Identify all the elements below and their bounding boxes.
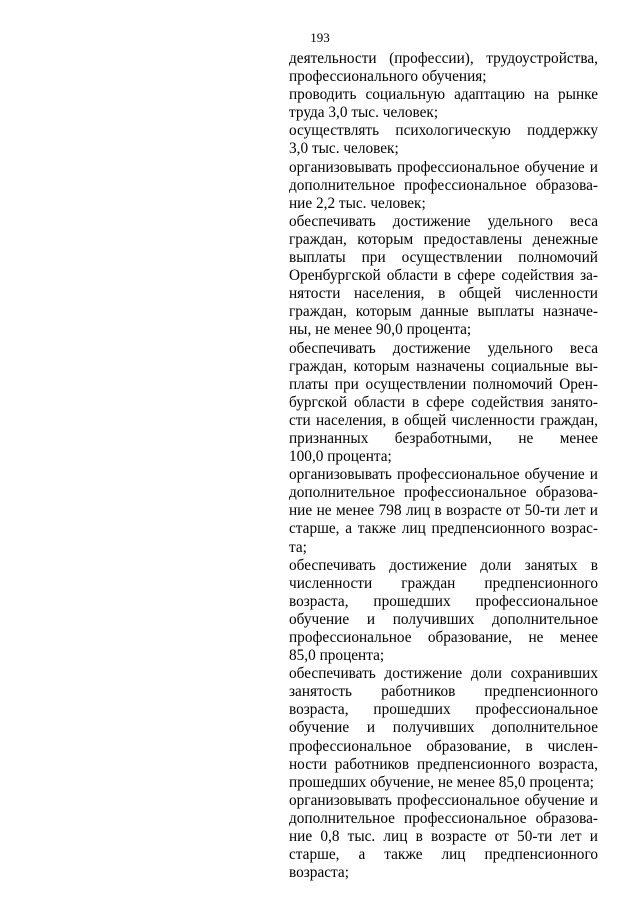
text-line: платы при осуществлении полномочий Орен- bbox=[289, 375, 598, 393]
text-line: выплаты при осуществлении полномочий bbox=[289, 249, 598, 267]
text-line: ние не менее 798 лиц в возрасте от 50-ти лет и bbox=[289, 502, 598, 520]
page-number: 193 bbox=[310, 30, 330, 45]
text-line: старше, а также лиц предпенсионного bbox=[289, 846, 598, 864]
paragraph bbox=[289, 122, 598, 158]
paragraph bbox=[289, 159, 598, 213]
text-line: ны, не менее 90,0 процента; bbox=[289, 321, 472, 339]
text-line: обеспечивать достижение удельного веса bbox=[289, 212, 598, 230]
text-line: та; bbox=[289, 538, 307, 556]
paragraph bbox=[289, 557, 598, 666]
paragraph bbox=[289, 86, 598, 122]
document-body bbox=[289, 50, 598, 882]
text-line: организовывать профессиональное обучение и bbox=[289, 466, 598, 484]
text-line: профессиональное образование, в числен- bbox=[289, 737, 598, 755]
text-line: возраста, прошедших профессиональное bbox=[289, 592, 598, 610]
text-line: численности граждан предпенсионного bbox=[289, 574, 598, 592]
text-line: граждан, которым назначены социальные вы- bbox=[289, 357, 598, 375]
text-line: возраста, прошедших профессиональное bbox=[289, 701, 598, 719]
text-line: обеспечивать достижение удельного веса bbox=[289, 339, 598, 357]
text-line: граждан, которым предоставлены денежные bbox=[289, 230, 598, 248]
text-line: 100,0 процента; bbox=[289, 448, 392, 466]
text-line: обеспечивать достижение доли занятых в bbox=[289, 556, 598, 574]
text-line: организовывать профессиональное обучение и bbox=[289, 791, 598, 809]
text-line: деятельности (профессии), трудоустройства, bbox=[289, 50, 598, 67]
text-line: ние 2,2 тыс. человек; bbox=[289, 194, 426, 212]
paragraph bbox=[289, 665, 598, 792]
text-line: бургской области в сфере содействия занято- bbox=[289, 393, 598, 411]
text-line: труда 3,0 тыс. человек; bbox=[289, 104, 439, 122]
text-line: возраста; bbox=[289, 864, 349, 882]
text-line: 85,0 процента; bbox=[289, 647, 385, 665]
text-line: прошедших обучение, не менее 85,0 процента; bbox=[289, 773, 594, 791]
text-line: ности работников предпенсионного возраста, bbox=[289, 755, 598, 773]
text-line: признанных безработными, не менее bbox=[289, 429, 598, 447]
text-line: 3,0 тыс. человек; bbox=[289, 140, 399, 158]
text-line: граждан, которым данные выплаты назначе- bbox=[289, 303, 598, 321]
text-line: старше, а также лиц предпенсионного возрас- bbox=[289, 520, 598, 538]
text-line: Оренбургской области в сфере содействия за- bbox=[289, 267, 598, 285]
text-line: профессиональное образование, не менее bbox=[289, 629, 598, 646]
text-line: сти населения, в общей численности граждан, bbox=[289, 411, 598, 429]
text-line: обучение и получивших дополнительное bbox=[289, 719, 598, 737]
text-line: обеспечивать достижение доли сохранивших bbox=[289, 665, 598, 683]
text-line: нятости населения, в общей численности bbox=[289, 285, 598, 303]
paragraph bbox=[289, 50, 598, 86]
paragraph bbox=[289, 466, 598, 556]
text-line: дополнительное профессиональное образова- bbox=[289, 484, 598, 502]
paragraph bbox=[289, 792, 598, 882]
text-line: обучение и получивших дополнительное bbox=[289, 610, 598, 628]
text-line: дополнительное профессиональное образова- bbox=[289, 176, 598, 194]
text-line: дополнительное профессиональное образова- bbox=[289, 809, 598, 827]
paragraph bbox=[289, 213, 598, 340]
text-line: профессионального обучения; bbox=[289, 68, 487, 86]
text-line: ние 0,8 тыс. лиц в возрасте от 50-ти лет и bbox=[289, 828, 598, 846]
text-line: осуществлять психологическую поддержку bbox=[289, 122, 598, 140]
text-line: проводить социальную адаптацию на рынке bbox=[289, 86, 598, 104]
text-line: организовывать профессиональное обучение и bbox=[289, 158, 598, 176]
text-line: занятость работников предпенсионного bbox=[289, 683, 598, 701]
paragraph bbox=[289, 340, 598, 467]
